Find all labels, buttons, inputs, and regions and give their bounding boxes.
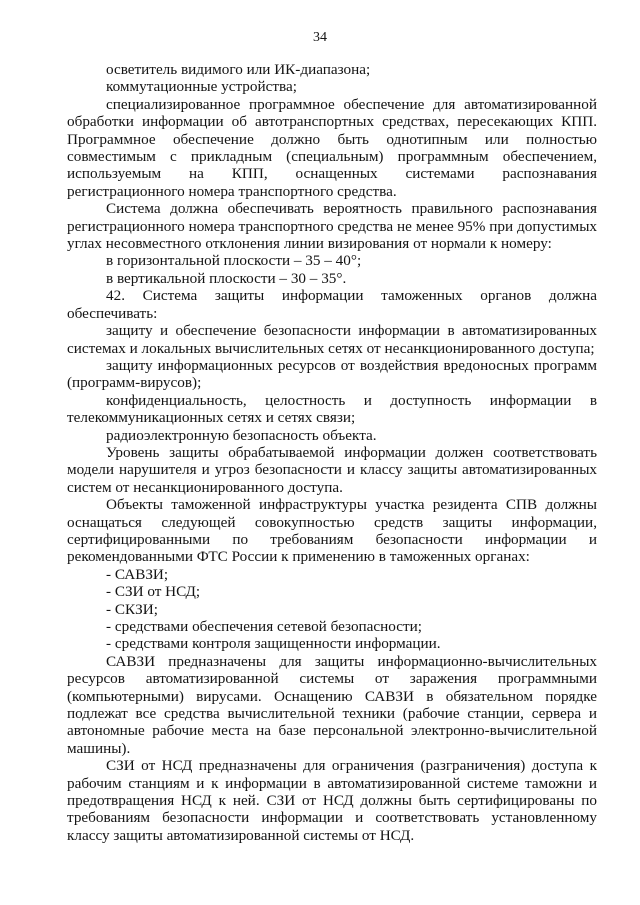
paragraph: конфиденциальность, целостность и доступность информации в телекоммуникационных сетях и сетях связи; [67,391,597,427]
paragraph: Система должна обеспечивать вероятность правильного распознавания регистрационного номера транспортного средства не менее 95% при допустимых углах несовместного отклонения линии визирования от нормали к номеру: [67,200,597,253]
list-item: - САВЗИ; [106,565,169,583]
paragraph: в горизонтальной плоскости – 35 – 40°; [106,252,362,270]
paragraph: САВЗИ предназначены для защиты информационно-вычислительных ресурсов автоматизированной системы от заражения программными (компьютерными) вирусами. Оснащению САВЗИ в обязательном порядке подлежат все средства вычислительной техники (рабочие станции, сервера и автономные рабочие места на базе персональной электронно-вычислительной машины). [67,652,597,757]
paragraph: коммутационные устройства; [106,78,297,96]
paragraph: защиту информационных ресурсов от воздействия вредоносных программ (программ-вирусов); [67,356,597,392]
paragraph: защиту и обеспечение безопасности информации в автоматизированных системах и локальных вычислительных сетях от несанкционированного доступа; [67,322,597,357]
list-item: - средствами контроля защищенности информации. [106,635,441,653]
section-heading-paragraph: 42. Система защиты информации таможенных органов должна обеспечивать: [67,287,597,322]
paragraph: в вертикальной плоскости – 30 – 35°. [106,269,347,287]
paragraph: Уровень защиты обрабатываемой информации должен соответствовать модели нарушителя и угроз безопасности и классу защиты автоматизированных систем от несанкционированного доступа. [67,443,597,496]
paragraph: СЗИ от НСД предназначены для ограничения (разграничения) доступа к рабочим станциям и к информации в автоматизированной системе таможни и предотвращения НСД к ней. СЗИ от НСД должны быть сертифицированы по требованиям безопасности информации и соответствовать установленному классу защиты автоматизированной системы от НСД. [67,757,597,844]
paragraph: радиоэлектронную безопасность объекта. [106,426,377,444]
document-body [67,61,597,844]
paragraph: специализированное программное обеспечение для автоматизированной обработки информации об автотранспортных средствах, пересекающих КПП. Программное обеспечение должно быть однотипным или полностью совместимым с прикладным (специальным) программным обеспечением, используемым на КПП, оснащенных системами распознавания регистрационного номера транспортного средства. [67,95,597,200]
paragraph: Объекты таможенной инфраструктуры участка резидента СПВ должны оснащаться следующей совокупностью средств защиты информации, сертифицированными по требованиям безопасности информации и рекомендованными ФТС России к применению в таможенных органах: [67,496,597,566]
list-item: - СКЗИ; [106,600,158,618]
paragraph: осветитель видимого или ИК-диапазона; [106,61,371,78]
list-item: - СЗИ от НСД; [106,583,201,601]
list-item: - средствами обеспечения сетевой безопасности; [106,618,422,635]
page-number: 34 [313,30,327,45]
